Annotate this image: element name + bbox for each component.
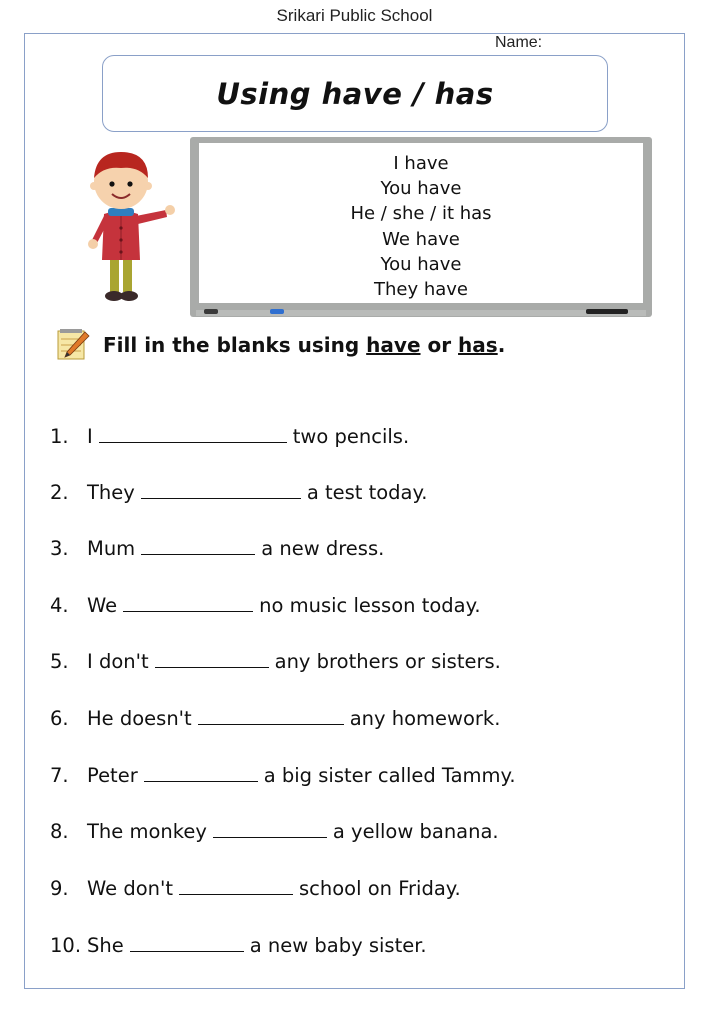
answer-blank[interactable] bbox=[144, 780, 258, 782]
word-have: have bbox=[366, 333, 421, 357]
word-has: has bbox=[458, 333, 498, 357]
exercise-text-before: They bbox=[87, 481, 135, 504]
answer-blank[interactable] bbox=[155, 666, 269, 668]
exercise-number: 10. bbox=[50, 934, 82, 957]
exercise-item bbox=[50, 757, 516, 787]
exercise-number: 5. bbox=[50, 650, 69, 673]
exercise-number: 4. bbox=[50, 594, 69, 617]
exercise-item bbox=[50, 813, 499, 843]
answer-blank[interactable] bbox=[99, 441, 287, 443]
exercise-text-before: The monkey bbox=[87, 820, 207, 843]
exercise-text-before: He doesn't bbox=[87, 707, 192, 730]
conjugation-list bbox=[199, 151, 643, 302]
exercise-text-before: Peter bbox=[87, 764, 138, 787]
exercise-text-after: no music lesson today. bbox=[259, 594, 481, 617]
instruction-prefix: Fill in the blanks using bbox=[103, 333, 367, 357]
instruction-middle: or bbox=[420, 333, 459, 357]
eraser-icon bbox=[586, 309, 628, 314]
exercise-item bbox=[50, 870, 461, 900]
exercise-text-before: I don't bbox=[87, 650, 149, 673]
conjugation-line: They have bbox=[373, 279, 469, 301]
whiteboard-tray bbox=[196, 310, 646, 316]
instruction-text bbox=[103, 333, 505, 357]
exercise-number: 8. bbox=[50, 820, 69, 843]
conjugation-line: We have bbox=[382, 228, 460, 250]
instruction bbox=[55, 325, 505, 365]
marker-icon bbox=[204, 309, 218, 314]
exercise-item bbox=[50, 700, 500, 730]
exercise-text-after: any brothers or sisters. bbox=[274, 650, 501, 673]
answer-blank[interactable] bbox=[141, 553, 255, 555]
whiteboard-surface bbox=[199, 143, 643, 303]
marker-icon bbox=[270, 309, 284, 314]
conjugation-line: I have bbox=[393, 153, 449, 174]
school-name: Srikari Public School bbox=[276, 6, 433, 25]
exercise-text-after: school on Friday. bbox=[299, 877, 461, 900]
worksheet-title: Using have / has bbox=[216, 76, 494, 111]
boy-illustration bbox=[78, 148, 182, 306]
exercise-text-after: a new dress. bbox=[261, 537, 385, 560]
conjugation-line: You have bbox=[380, 178, 462, 200]
exercise-item bbox=[50, 418, 409, 448]
answer-blank[interactable] bbox=[141, 497, 301, 499]
exercise-number: 2. bbox=[50, 481, 69, 504]
conjugation-line: He / she / it has bbox=[350, 203, 492, 225]
exercise-text-before: I bbox=[87, 425, 93, 448]
exercise-text-after: a test today. bbox=[306, 481, 428, 504]
exercise-text-after: a new baby sister. bbox=[249, 934, 427, 957]
pencil-notepad-icon bbox=[55, 327, 91, 363]
answer-blank[interactable] bbox=[198, 723, 344, 725]
exercise-text-after: any homework. bbox=[349, 707, 501, 730]
answer-blank[interactable] bbox=[130, 950, 244, 952]
exercise-number: 6. bbox=[50, 707, 69, 730]
exercise-number: 1. bbox=[50, 425, 69, 448]
conjugation-line: You have bbox=[380, 253, 462, 275]
exercise-text-after: two pencils. bbox=[292, 425, 410, 448]
exercise-text-before: Mum bbox=[87, 537, 136, 560]
exercise-text-after: a big sister called Tammy. bbox=[263, 764, 516, 787]
exercise-number: 7. bbox=[50, 764, 69, 787]
exercise-number: 9. bbox=[50, 877, 69, 900]
instruction-suffix: . bbox=[497, 333, 506, 357]
answer-blank[interactable] bbox=[123, 610, 253, 612]
exercise-item bbox=[50, 927, 427, 957]
exercise-item bbox=[50, 474, 427, 504]
exercise-text-before: We don't bbox=[87, 877, 174, 900]
title-box bbox=[102, 55, 608, 132]
exercise-text-before: We bbox=[87, 594, 118, 617]
exercise-item bbox=[50, 530, 384, 560]
exercise-item bbox=[50, 587, 481, 617]
exercise-item bbox=[50, 643, 501, 673]
exercise-number: 3. bbox=[50, 537, 69, 560]
exercise-text-after: a yellow banana. bbox=[332, 820, 499, 843]
name-label: Name: bbox=[495, 34, 543, 51]
answer-blank[interactable] bbox=[213, 836, 327, 838]
exercise-text-before: She bbox=[87, 934, 124, 957]
whiteboard bbox=[190, 137, 652, 317]
answer-blank[interactable] bbox=[179, 893, 293, 895]
